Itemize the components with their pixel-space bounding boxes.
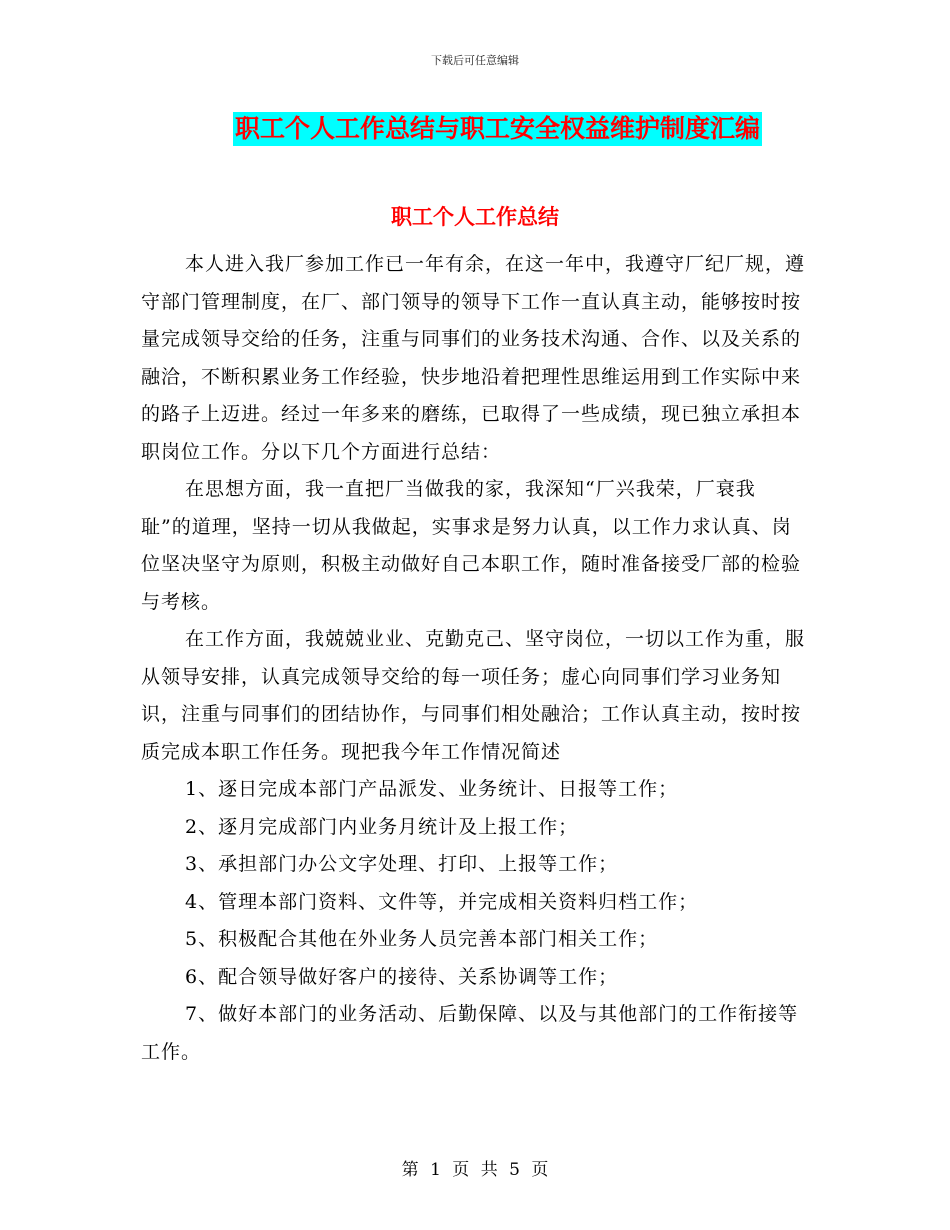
section-title: 职工个人工作总结 [391,205,559,229]
page-number-footer: 第 1 页 共 5 页 [401,1160,549,1180]
paragraph-thought: 在思想方面，我一直把厂当做我的家，我深知“厂兴我荣，厂衰我耻”的道理，坚持一切从我做起，实事求是努力认真，以工作力求认真、岗位坚决坚守为原则，积极主动做好自己本职工作，随时准备接受厂部的检验与考核。 [141,478,802,613]
document-title-container [0,112,950,146]
document-body [141,246,805,1071]
list-item: 7、做好本部门的业务活动、后勤保障、以及与其他部门的工作衔接等工作。 [141,1003,799,1063]
paragraph-work: 在工作方面，我兢兢业业、克勤克己、坚守岗位，一切以工作为重，服从领导安排，认真完成领导交给的每一项任务；虚心向同事们学习业务知识，注重与同事们的团结协作，与同事们相处融洽；工作认真主动，按时按质完成本职工作任务。现把我今年工作情况简述 [141,628,806,763]
document-title: 职工个人工作总结与职工安全权益维护制度汇编 [233,112,762,146]
paragraph-intro: 本人进入我厂参加工作已一年有余，在这一年中，我遵守厂纪厂规，遵守部门管理制度，在厂、部门领导的领导下工作一直认真主动，能够按时按量完成领导交给的任务，注重与同事们的业务技术沟通、合作、以及关系的融洽，不断积累业务工作经验，快步地沿着把理性思维运用到工作实际中来的路子上迈进。经过一年多来的磨练，已取得了一些成绩，现已独立承担本职岗位工作。分以下几个方面进行总结： [141,253,806,463]
list-item: 2、逐月完成部门内业务月统计及上报工作； [185,815,579,838]
list-item: 6、配合领导做好客户的接待、关系协调等工作； [185,965,619,988]
list-item: 1、逐日完成本部门产品派发、业务统计、日报等工作； [185,778,679,800]
header-note: 下载后可任意编辑 [431,54,519,67]
list-item: 5、积极配合其他在外业务人员完善本部门相关工作； [185,928,659,950]
list-item: 3、承担部门办公文字处理、打印、上报等工作； [185,853,619,875]
list-item: 4、管理本部门资料、文件等，并完成相关资料归档工作； [185,890,699,913]
